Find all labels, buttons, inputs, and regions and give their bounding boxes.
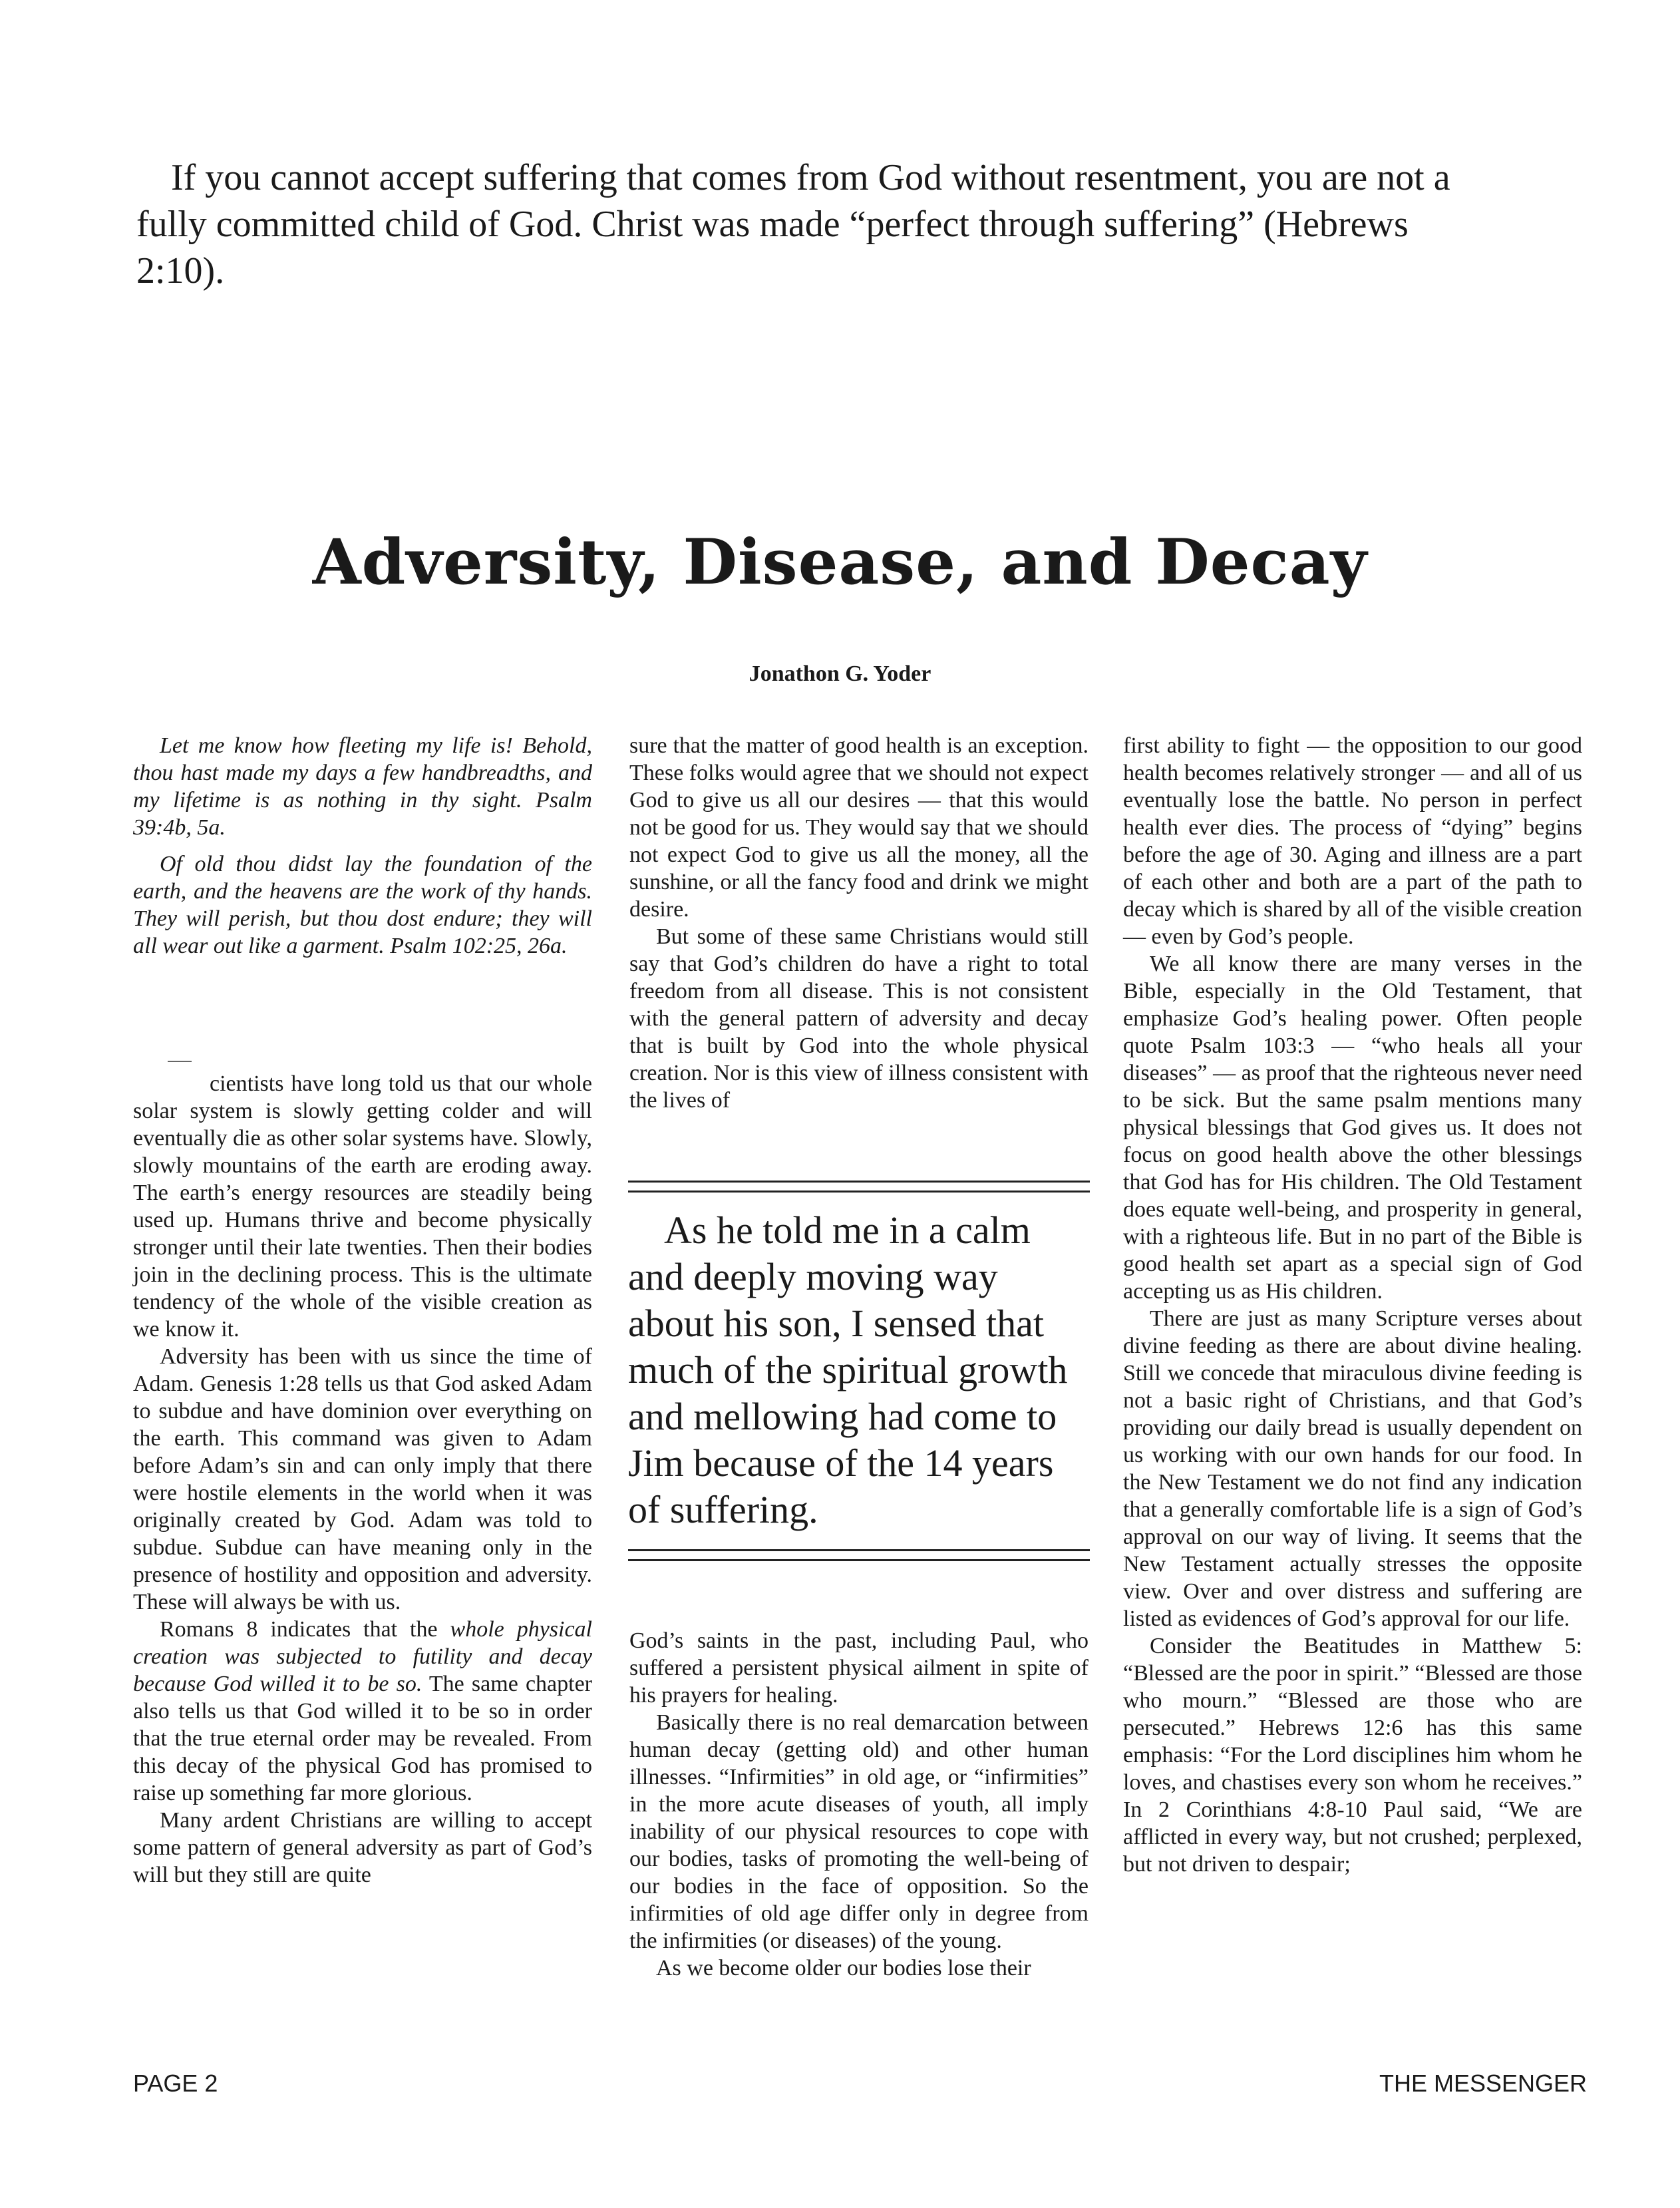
top-quote-text: If you cannot accept suffering that comes from God without resentment, you are not a fully committed child of God. Christ was made “perfect through suffering” (Hebrews 2:10). [136,157,1450,291]
article-byline: Jonathon G. Yoder [749,661,931,686]
epigraph-block [133,732,592,969]
top-quote [136,154,1480,294]
body-paragraph: Many ardent Christians are willing to accept some pattern of general adversity as part of God’s will but they still are quite [133,1808,592,1887]
column-1-body [133,1070,592,1889]
pull-quote [628,1181,1090,1561]
pull-quote-bottom-rule [628,1549,1090,1561]
pull-quote-top-rule [628,1181,1090,1193]
publication-name: THE MESSENGER [1379,2070,1587,2097]
pull-quote-text: As he told me in a calm and deeply moving way about his son, I sensed that much of the spiritual growth and mellowing had come to Jim because of the 14 years of suffering. [628,1208,1068,1531]
romans-italic: whole physical creation was subjected to futility and decay because God willed it to be so. [133,1617,592,1696]
body-paragraph: We all know there are many verses in the Bible, especially in the Old Testament, that emphasize God’s healing power. Often people quote Psalm 103:3 — “who heals all your diseases” — as proof that the righteous never need to be sick. But the same psalm mentions many physical blessings that God gives us. It does not focus on good health above the other blessings that God has for His children. The Old Testament does equate well-being, and prosperity in general, with a righteous life. But in no part of the Bible is good health set apart as a special sign of God accepting us as His children. [1123,952,1582,1304]
body-paragraph: cientists have long told us that our whole solar system is slowly getting colder and will eventually die as other solar systems have. Slowly, slowly mountains of the earth are eroding away. The earth’s energy resources are steadily being used up. Humans thrive and become physically stronger until their late twenties. Then their bodies join in the declining process. This is the ultimate tendency of the whole of the visible creation as we know it. [133,1071,592,1342]
page-number: PAGE 2 [133,2070,218,2097]
body-paragraph: Basically there is no real demarcation between human decay (getting old) and other human illnesses. “Infirmities” in old age, or “infirmities” in the more acute diseases of youth, all imply inability of our physical resources to cope with our bodies, tasks of promoting the well-being of our bodies in the face of opposition. So the infirmities of old age differ only in degree from the infirmities (or diseases) of the young. [629,1710,1089,1953]
body-paragraph: sure that the matter of good health is an exception. These folks would agree that we should not expect God to give us all our desires — that this would not be good for us. They would say that we should not expect God to give us all the money, all the sunshine, or all the fancy food and drink we might desire. [629,733,1089,922]
body-paragraph: But some of these same Christians would still say that God’s children do have a right to total freedom from all disease. This is not consistent with the general pattern of adversity and decay that is built by God into the whole physical creation. Nor is this view of illness consistent with the lives of [629,924,1089,1113]
body-paragraph: As we become older our bodies lose their [656,1956,1031,1980]
body-paragraph-romans [133,1616,592,1807]
romans-lead: Romans 8 indicates that the [160,1617,450,1642]
epigraph: Of old thou didst lay the foundation of the earth, and the heavens are the work of thy hands. They will perish, but thou dost endure; they will all wear out like a garment. Psalm 102:25, 26a. [133,852,592,958]
body-paragraph: Consider the Beatitudes in Matthew 5: “Blessed are the poor in spirit.” “Blessed are those who mourn.” “Blessed are those who are persecuted.” Hebrews 12:6 has this same emphasis: “For the Lord disciplines him whom he loves, and chastises every son whom he receives.” In 2 Corinthians 4:8-10 Paul said, “We are afflicted in every way, but not crushed; perplexed, but not driven to despair; [1123,1634,1582,1877]
body-paragraph: There are just as many Scripture verses about divine feeding as there are about divine healing. Still we concede that miraculous divine feeding is not a basic right of Christians, and that God’s providing our daily bread is usually dependent on us working with our own hands for our food. In the New Testament we do not find any indication that a generally comfortable life is a sign of God’s approval on our way of living. It seems that the New Testament actually stresses the opposite view. Over and over distress and suffering are listed as evidences of God’s approval for our life. [1123,1306,1582,1631]
romans-rest: The same chapter also tells us that God willed it to be so in order that the true eternal order may be revealed. From this decay of the physical God has promised to raise up something far more glorious. [133,1672,592,1805]
column-2-bottom [629,1627,1089,1982]
article-title: Adversity, Disease, and Decay [312,526,1368,599]
epigraph: Let me know how fleeting my life is! Behold, thou hast made my days a few handbreadths, and my lifetime is as nothing in thy sight. Psalm 39:4b, 5a. [133,733,592,840]
body-paragraph: Adversity has been with us since the time of Adam. Genesis 1:28 tells us that God asked Adam to subdue and have dominion over everything on the earth. This command was given to Adam before Adam’s sin and can only imply that there were hostile elements in the world when it was originally created by God. Adam was told to subdue. Subdue can have meaning only in the presence of hostility and opposition and adversity. These will always be with us. [133,1344,592,1614]
pull-quote-body [628,1193,1090,1549]
body-paragraph: first ability to fight — the opposition to our good health becomes relatively stronger — and all of us eventually lose the battle. No person in perfect health ever dies. The process of “dying” begins before the age of 30. Aging and illness are a part of each other and both are a part of the path to decay which is shared by all of the visible creation — even by God’s people. [1123,733,1582,949]
column-2-top [629,732,1089,1114]
column-3 [1123,732,1582,1878]
body-paragraph: God’s saints in the past, including Paul, who suffered a persistent physical ailment in spite of his prayers for healing. [629,1628,1089,1708]
